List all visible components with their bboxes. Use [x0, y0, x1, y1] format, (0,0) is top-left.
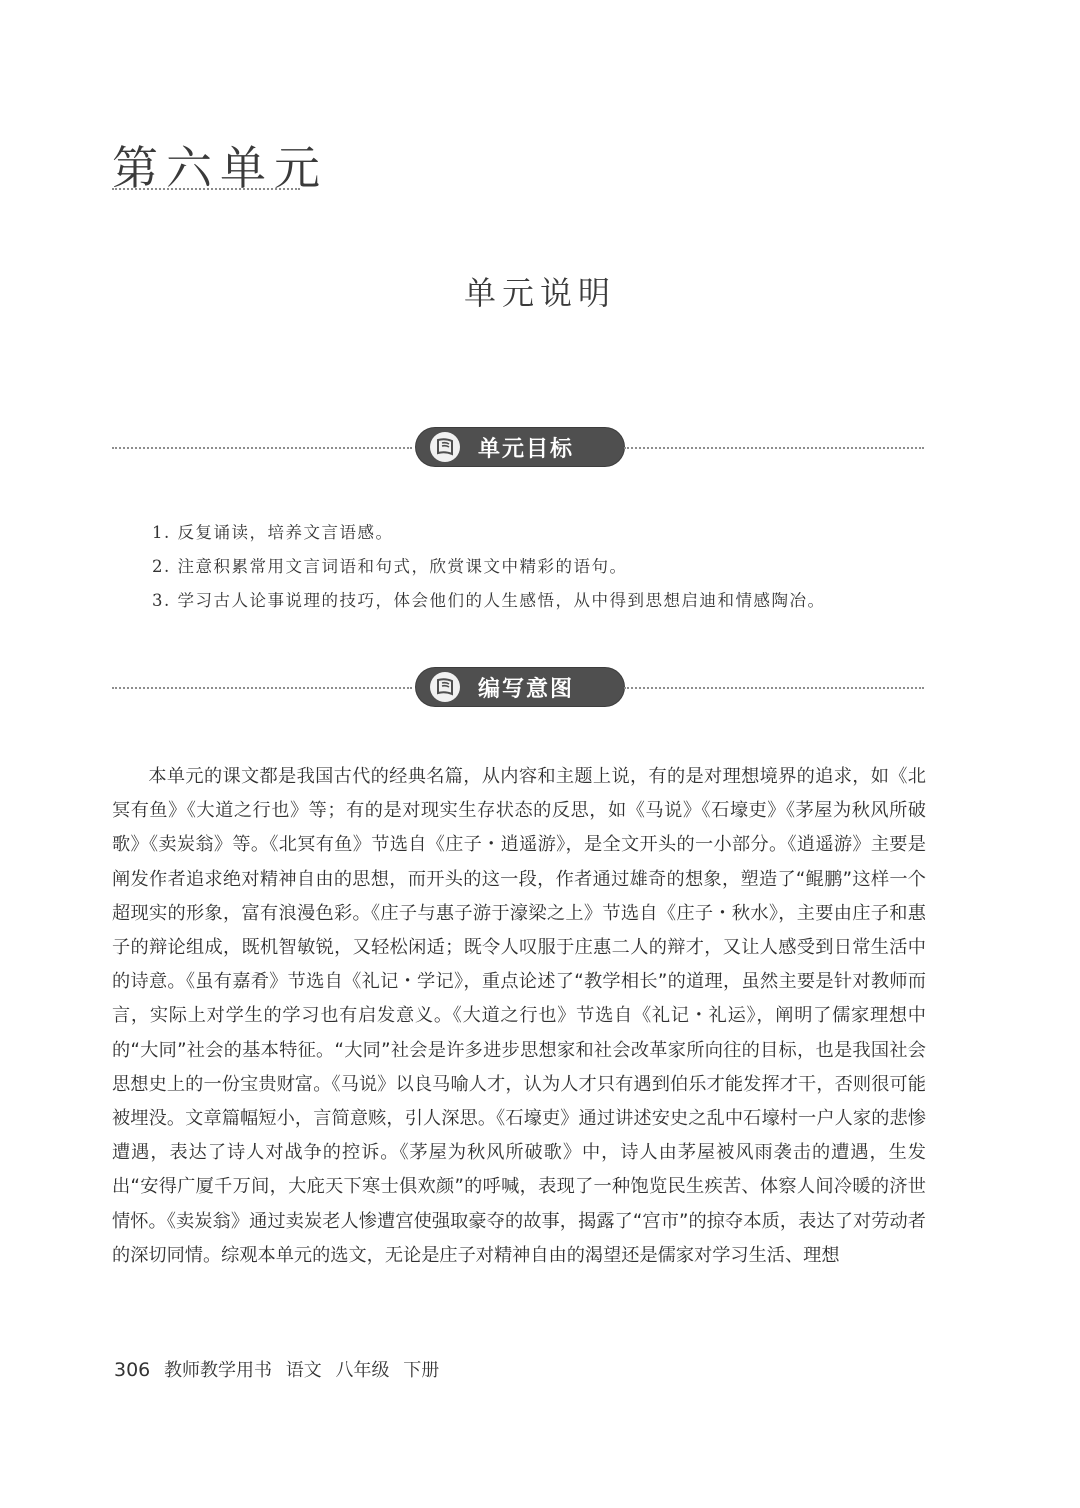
book-icon	[430, 432, 460, 462]
goal-item: 1. 反复诵读，培养文言语感。	[152, 523, 394, 542]
page-number: 306	[114, 1359, 151, 1381]
goals-list	[152, 516, 952, 618]
goals-header-band	[112, 428, 924, 468]
footer-book: 教师教学用书	[164, 1360, 272, 1381]
goal-item: 2. 注意积累常用文言词语和句式，欣赏课文中精彩的语句。	[152, 557, 628, 576]
unit-title-underline	[112, 188, 300, 190]
dotted-divider-left	[112, 447, 412, 449]
dotted-divider-right	[624, 447, 924, 449]
intent-paragraph: 本单元的课文都是我国古代的经典名篇，从内容和主题上说，有的是对理想境界的追求，如《北冥有鱼》《大道之行也》等；有的是对现实生存状态的反思，如《马说》《石壕吏》《茅屋为秋风所破歌》《卖炭翁》等。《北冥有鱼》节选自《庄子・逍遥游》，是全文开头的一小部分。《逍遥游》主要是阐发作者追求绝对精神自由的思想，而开头的这一段，作者通过雄奇的想象，塑造了“鲲鹏”这样一个超现实的形象，富有浪漫色彩。《庄子与惠子游于濠梁之上》节选自《庄子・秋水》，主要由庄子和惠子的辩论组成，既机智敏锐，又轻松闲适；既令人叹服于庄惠二人的辩才，又让人感受到日常生活中的诗意。《虽有嘉肴》节选自《礼记・学记》，重点论述了“教学相长”的道理，虽然主要是针对教师而言，实际上对学生的学习也有启发意义。《大道之行也》节选自《礼记・礼运》，阐明了儒家理想中的“大同”社会的基本特征。“大同”社会是许多进步思想家和社会改革家所向往的目标，也是我国社会思想史上的一份宝贵财富。《马说》以良马喻人才，认为人才只有遇到伯乐才能发挥才干，否则很可能被埋没。文章篇幅短小，言简意赅，引人深思。《石壕吏》通过讲述安史之乱中石壕村一户人家的悲惨遭遇，表达了诗人对战争的控诉。《茅屋为秋风所破歌》中，诗人由茅屋被风雨袭击的遭遇，生发出“安得广厦千万间，大庇天下寒士俱欢颜”的呼喊，表现了一种饱览民生疾苦、体察人间冷暖的济世情怀。《卖炭翁》通过卖炭老人惨遭宫使强取豪夺的故事，揭露了“宫市”的掠夺本质，表达了对劳动者的深切同情。综观本单元的选文，无论是庄子对精神自由的渴望还是儒家对学习生活、理想	[112, 766, 926, 1266]
book-icon	[430, 672, 460, 702]
goal-item: 3. 学习古人论事说理的技巧，体会他们的人生感悟，从中得到思想启迪和情感陶冶。	[152, 591, 826, 610]
page-footer	[114, 1356, 447, 1382]
goals-header-pill	[416, 428, 624, 466]
intent-header-label: 编写意图	[478, 676, 575, 702]
section-title: 单元说明	[463, 274, 616, 312]
intent-header-band	[112, 668, 924, 708]
goals-header-label: 单元目标	[478, 436, 575, 462]
intent-header-pill	[416, 668, 624, 706]
unit-title: 第六单元	[112, 141, 328, 195]
footer-volume: 下册	[403, 1360, 440, 1381]
footer-subject: 语文	[285, 1360, 322, 1381]
dotted-divider-left	[112, 687, 412, 689]
footer-grade: 八年级	[335, 1360, 390, 1381]
dotted-divider-right	[624, 687, 924, 689]
